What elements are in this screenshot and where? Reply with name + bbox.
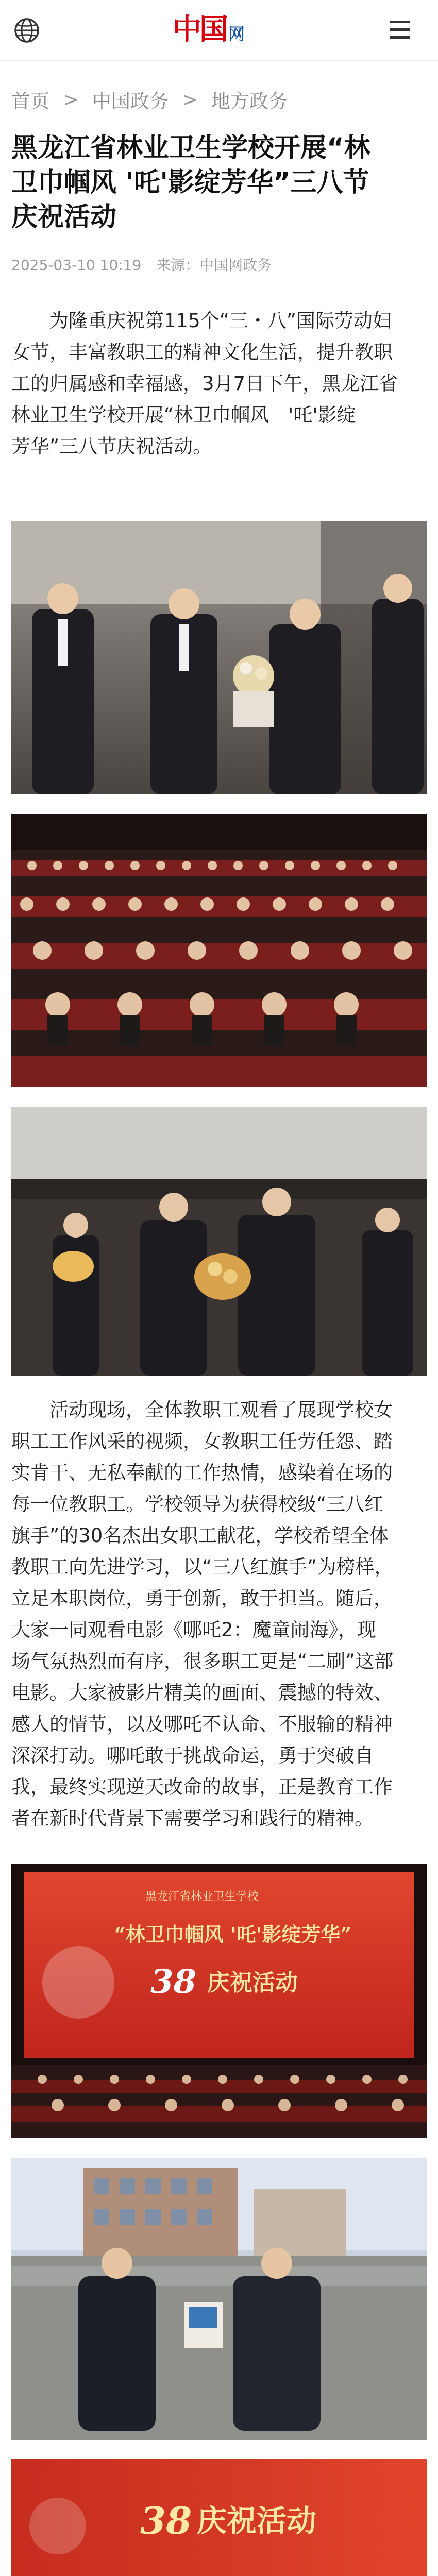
hamburger-menu-icon[interactable] [390, 21, 410, 39]
banner-event-subtitle: 庆祝活动 [207, 1970, 298, 1996]
paragraph-line: 场气氛热烈而有序，很多职工更是“二刷”这部 [11, 1650, 394, 1672]
article-photo-4 [11, 1864, 427, 2138]
paragraph-line: 立足本职岗位，勇于创新，敢于担当。随后， [11, 1587, 393, 1609]
title-line: 黑龙江省林业卫生学校开展“林 [11, 133, 370, 163]
paragraph-line: 者在新时代背景下需要学习和践行的精神。 [11, 1807, 374, 1829]
title-line: 卫巾帼风 '吒'影绽芳华”三八节 [11, 167, 369, 198]
breadcrumb-separator: > [63, 88, 79, 111]
paragraph-line: 林业卫生学校开展“林卫巾帼风 '吒'影绽 [11, 404, 356, 426]
article-title [11, 131, 424, 234]
logo-sub-text: 网 [228, 24, 245, 44]
paragraph-line: 旗手”的30名杰出女职工献花，学校希望全体 [11, 1524, 389, 1547]
paragraph-line: 大家一同观看电影《哪吒2：魔童闹海》，现 [11, 1619, 377, 1641]
paragraph-line: 女节，丰富教职工的精神文化生活，提升教职 [11, 341, 393, 363]
paragraph-line: 深深打动。哪吒敢于挑战命运，勇于突破自 [11, 1744, 374, 1767]
paragraph-line: 教职工向先进学习，以“三八红旗手”为榜样， [11, 1556, 394, 1578]
article-photo-3 [11, 1107, 427, 1376]
article-photo-2 [11, 814, 427, 1087]
banner-event-title: “林卫巾帼风 '吒'影绽芳华” [114, 1923, 352, 1946]
article-paragraph-2 [11, 1394, 427, 1834]
article-photo-1 [11, 521, 427, 794]
breadcrumb-home[interactable]: 首页 [11, 90, 49, 112]
article-date: 2025-03-10 10:19 [11, 257, 142, 274]
paragraph-line: 每一位教职工。学校领导为获得校级“三八红 [11, 1493, 384, 1515]
article-source: 来源：中国网政务 [156, 257, 272, 274]
article-meta [11, 254, 272, 275]
stage-event-text: 庆祝活动 [197, 2503, 317, 2538]
paragraph-line: 我，最终实现逆天改命的故事，正是教育工作 [11, 1776, 393, 1798]
globe-icon[interactable] [13, 17, 40, 44]
stage-38-number: 38 [140, 2499, 192, 2543]
paragraph-line: 活动现场，全体教职工观看了展现学校女 [11, 1399, 393, 1421]
banner-38-number: 38 [150, 1962, 197, 2001]
article-photo-6 [11, 2459, 427, 2576]
paragraph-line: 工的归属感和幸福感，3月7日下午，黑龙江省 [11, 372, 398, 395]
breadcrumb-separator: > [182, 88, 198, 111]
breadcrumb [11, 86, 288, 113]
paragraph-line: 为隆重庆祝第115个“三・八”国际劳动妇 [11, 310, 392, 332]
breadcrumb-local-gov[interactable]: 地方政务 [211, 90, 288, 112]
paragraph-line: 职工工作风采的视频，女教职工任劳任怨、踏 [11, 1430, 393, 1452]
paragraph-line: 电影。大家被影片精美的画面、震撼的特效、 [11, 1682, 393, 1704]
paragraph-line: 感人的情节，以及哪吒不认命、不服输的精神 [11, 1713, 393, 1735]
article-paragraph-1 [11, 305, 427, 462]
site-header [0, 0, 438, 61]
paragraph-line: 芳华”三八节庆祝活动。 [11, 435, 212, 457]
breadcrumb-china-gov[interactable]: 中国政务 [92, 90, 169, 112]
title-line: 庆祝活动 [11, 202, 117, 232]
banner-school-name: 黑龙江省林业卫生学校 [145, 1890, 259, 1903]
site-logo[interactable] [173, 11, 245, 47]
logo-main-text: 中国 [173, 12, 226, 46]
article-photo-5 [11, 2158, 427, 2440]
paragraph-line: 实肯干、无私奉献的工作热情，感染着在场的 [11, 1462, 393, 1484]
